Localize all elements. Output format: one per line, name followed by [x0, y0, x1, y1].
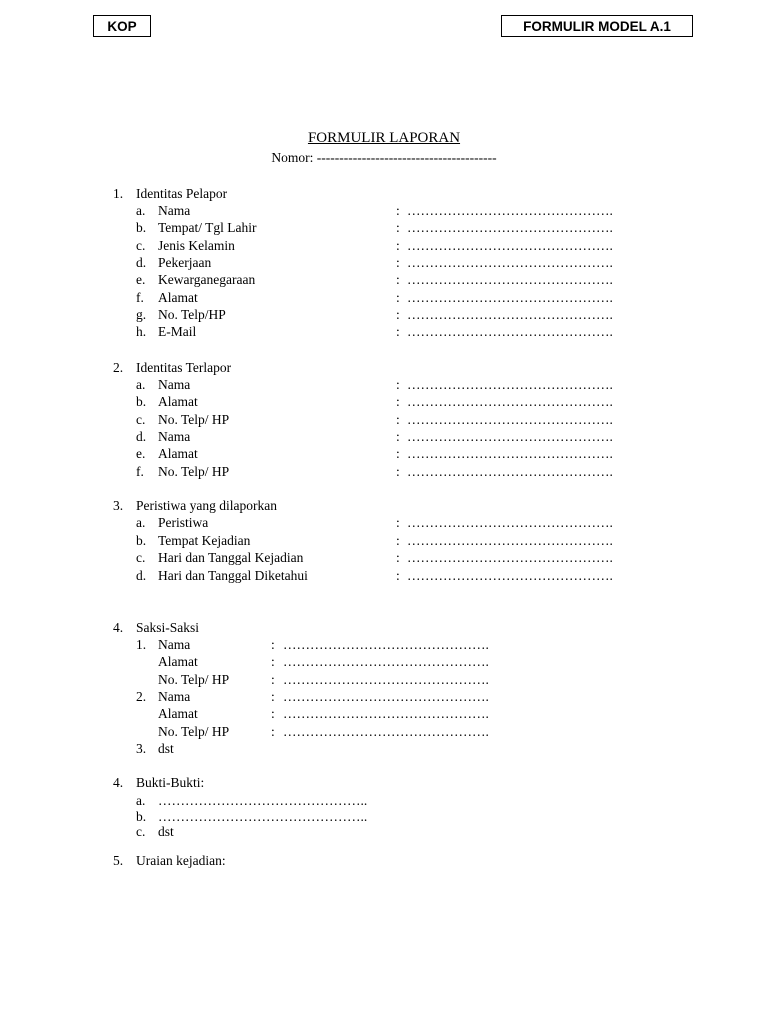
colon-separator: :	[396, 377, 400, 392]
colon-separator: :	[271, 654, 275, 670]
item-label: Pekerjaan	[158, 254, 212, 270]
fill-in-field[interactable]: ……………………………………….	[407, 306, 613, 322]
evidence-field[interactable]: dst	[158, 824, 174, 839]
fill-in-field[interactable]: ……………………………………….	[283, 637, 489, 652]
fill-in-field[interactable]: ……………………………………….	[283, 671, 489, 687]
item-label: Alamat	[158, 394, 198, 410]
section-title: Identitas Terlapor	[136, 360, 232, 375]
item-label: Nama	[158, 688, 191, 704]
fill-in-field[interactable]: ……………………………………….	[407, 203, 613, 218]
fill-in-field[interactable]: ……………………………………….	[407, 550, 613, 565]
fill-in-field[interactable]: ……………………………………….	[407, 289, 613, 305]
section-title: Uraian kejadian:	[136, 853, 226, 868]
colon-separator: :	[396, 411, 400, 427]
item-letter: e.	[136, 272, 146, 288]
fill-in-field[interactable]: ……………………………………….	[407, 515, 613, 530]
colon-separator: :	[396, 515, 400, 530]
colon-separator: :	[271, 688, 275, 704]
colon-separator: :	[396, 463, 400, 479]
section-number: 5.	[113, 853, 124, 868]
colon-separator: :	[396, 428, 400, 444]
fill-in-field[interactable]: ……………………………………….	[407, 377, 613, 392]
fill-in-field[interactable]: ……………………………………….	[407, 394, 613, 410]
fill-in-field[interactable]: ……………………………………….	[283, 688, 489, 704]
colon-separator: :	[396, 306, 400, 322]
item-label: Nama	[158, 203, 191, 218]
item-letter: a.	[136, 793, 146, 808]
form-number: Nomor: ----------------------------------------	[271, 150, 497, 165]
section-number: 3.	[113, 498, 124, 513]
item-letter: d.	[136, 254, 147, 270]
fill-in-field[interactable]: ……………………………………….	[407, 220, 613, 236]
fill-in-field[interactable]: ……………………………………….	[283, 706, 489, 722]
item-letter: c.	[136, 411, 146, 427]
evidence-field[interactable]: ………………………………………..	[158, 793, 368, 808]
colon-separator: :	[271, 671, 275, 687]
fill-in-field[interactable]: ……………………………………….	[407, 254, 613, 270]
item-letter: b.	[136, 532, 147, 548]
item-label: Nama	[158, 428, 191, 444]
fill-in-field[interactable]: ……………………………………….	[407, 428, 613, 444]
colon-separator: :	[271, 723, 275, 739]
fill-in-field[interactable]: ……………………………………….	[407, 567, 613, 583]
item-letter: d.	[136, 428, 147, 444]
section-number: 4.	[113, 775, 124, 790]
item-label: Nama	[158, 637, 191, 652]
item-label: E-Mail	[158, 324, 197, 340]
item-label: Tempat Kejadian	[158, 532, 251, 548]
colon-separator: :	[396, 446, 400, 462]
item-letter: h.	[136, 324, 147, 340]
item-letter: 2.	[136, 688, 147, 704]
section-number: 4.	[113, 620, 124, 635]
item-letter: b.	[136, 394, 147, 410]
colon-separator: :	[396, 220, 400, 236]
item-letter: a.	[136, 377, 146, 392]
section-title: Peristiwa yang dilaporkan	[136, 498, 277, 513]
colon-separator: :	[396, 254, 400, 270]
item-letter: g.	[136, 306, 147, 322]
colon-separator: :	[396, 550, 400, 565]
item-letter: a.	[136, 515, 146, 530]
item-label: Hari dan Tanggal Kejadian	[158, 550, 304, 565]
item-label: Kewarganegaraan	[158, 272, 256, 288]
item-label: Alamat	[158, 654, 198, 670]
colon-separator: :	[396, 567, 400, 583]
item-letter: c.	[136, 550, 146, 565]
item-letter: 1.	[136, 637, 147, 652]
item-letter: c.	[136, 824, 146, 839]
colon-separator: :	[396, 324, 400, 340]
section-title: Identitas Pelapor	[136, 186, 228, 201]
item-label: dst	[158, 741, 174, 756]
fill-in-field[interactable]: ……………………………………….	[407, 324, 613, 340]
item-letter: f.	[136, 289, 144, 305]
colon-separator: :	[396, 203, 400, 218]
evidence-field[interactable]: ………………………………………..	[158, 808, 368, 824]
colon-separator: :	[271, 637, 275, 652]
item-label: Alamat	[158, 289, 198, 305]
item-letter: c.	[136, 237, 146, 253]
item-letter: b.	[136, 808, 147, 824]
colon-separator: :	[396, 394, 400, 410]
item-label: Hari dan Tanggal Diketahui	[158, 567, 308, 583]
item-label: No. Telp/ HP	[158, 411, 230, 427]
section-number: 2.	[113, 360, 124, 375]
form-model-box: FORMULIR MODEL A.1	[501, 15, 693, 37]
colon-separator: :	[271, 706, 275, 722]
colon-separator: :	[396, 237, 400, 253]
section-title: Saksi-Saksi	[136, 620, 200, 635]
fill-in-field[interactable]: ……………………………………….	[283, 723, 489, 739]
item-label: No. Telp/ HP	[158, 723, 230, 739]
colon-separator: :	[396, 272, 400, 288]
item-label: Jenis Kelamin	[158, 237, 235, 253]
fill-in-field[interactable]: ……………………………………….	[407, 411, 613, 427]
fill-in-field[interactable]: ……………………………………….	[407, 446, 613, 462]
item-label: No. Telp/ HP	[158, 671, 230, 687]
item-label: Peristiwa	[158, 515, 209, 530]
item-letter: b.	[136, 220, 147, 236]
fill-in-field[interactable]: ……………………………………….	[407, 463, 613, 479]
item-letter: 3.	[136, 741, 147, 756]
fill-in-field[interactable]: ……………………………………….	[283, 654, 489, 670]
colon-separator: :	[396, 289, 400, 305]
item-label: Tempat/ Tgl Lahir	[158, 220, 257, 236]
item-letter: e.	[136, 446, 146, 462]
item-letter: f.	[136, 463, 144, 479]
item-label: Alamat	[158, 706, 198, 722]
fill-in-field[interactable]: ……………………………………….	[407, 532, 613, 548]
item-label: No. Telp/ HP	[158, 463, 230, 479]
item-label: Nama	[158, 377, 191, 392]
section-number: 1.	[113, 186, 124, 201]
item-label: No. Telp/HP	[158, 306, 226, 322]
colon-separator: :	[396, 532, 400, 548]
fill-in-field[interactable]: ……………………………………….	[407, 237, 613, 253]
kop-box: KOP	[93, 15, 151, 37]
section-title: Bukti-Bukti:	[136, 775, 205, 790]
form-title: FORMULIR LAPORAN	[307, 130, 461, 146]
item-letter: a.	[136, 203, 146, 218]
item-letter: d.	[136, 567, 147, 583]
item-label: Alamat	[158, 446, 198, 462]
fill-in-field[interactable]: ……………………………………….	[407, 272, 613, 288]
